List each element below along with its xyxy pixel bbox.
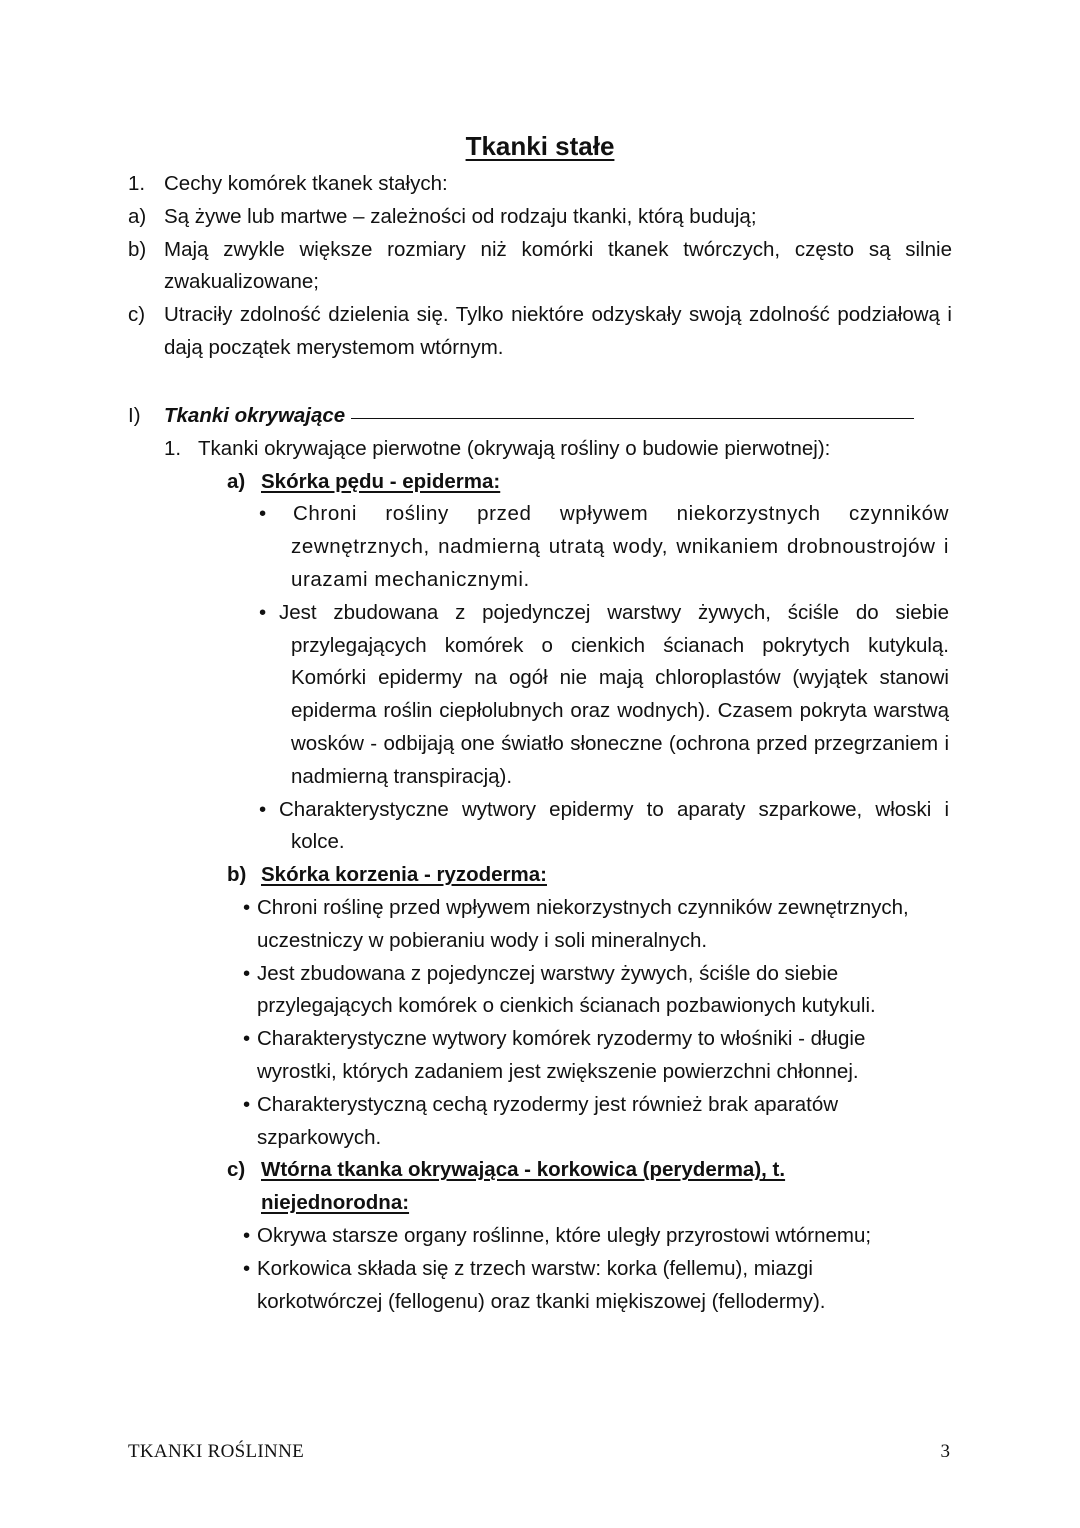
footer-title: TKANKI ROŚLINNE [128,1441,305,1462]
block-title: Skórka pędu - epiderma: [261,469,501,493]
list-item-text: Okrywa starsze organy roślinne, które uległy przyrostowi wtórnemu; [257,1223,872,1247]
bullet-icon: • [243,1027,251,1051]
list-item-text: Charakterystyczne wytwory epidermy to aparaty szparkowe, włoski i kolce. [279,797,949,854]
list-item-text: Utraciły zdolność dzielenia się. Tylko niektóre odzyskały swoją zdolność podziałową i dają początek merystemom wtórnym. [164,303,952,359]
block-heading [227,1154,861,1220]
list-item-text: Charakterystyczną cechą ryzodermy jest również brak aparatów szparkowych. [257,1092,839,1149]
list-item [243,1023,923,1089]
bullet-list [243,892,923,1154]
section-marker: I) [128,404,141,427]
list-marker: 1. [164,436,182,460]
list-marker: 1. [128,172,146,195]
list-item [243,958,923,1024]
block-heading [227,466,952,499]
list-item [243,1089,923,1155]
bullet-icon: • [243,895,251,919]
list-marker: a) [128,204,147,228]
list-item-text: Mają zwykle większe rozmiary niż komórki tkanek twórczych, często są silnie zwakualizowane; [164,237,952,294]
heading-rule [351,418,914,419]
block-heading [227,859,952,892]
list-item-text: Są żywe lub martwe – zależności od rodzaju tkanki, którą budują; [164,204,757,228]
block-title: Wtórna tkanka okrywająca - korkowica (peryderma), t. niejednorodna: [261,1158,786,1215]
list-item-text: Jest zbudowana z pojedynczej warstwy żywych, ściśle do siebie przylegających komórek o cienkich ścianach pokrytych kutykulą. Komórki epidermy na ogół nie mają chloroplastów (wyjątek stanowi epiderma roślin ciepłolubnych oraz wodnych). Czasem pokryta warstwą wosków - odbijają one światło słoneczne (ochrona przed przegrzaniem i nadmierną transpiracją). [279,600,949,788]
list-item: • Chroni rośliny przed wpływem niekorzystnych czynników zewnętrznych, nadmierną utratą wody, wnikaniem drobnoustrojów i urazami mechanicznymi. [259,502,949,591]
subsection-heading [164,433,952,466]
page-title: Tkanki stałe [465,131,615,161]
block-title: Skórka korzenia - ryzoderma: [261,863,547,887]
bullet-icon: • [243,1092,251,1116]
bullet-icon: • [243,1256,251,1280]
section-covering-tissues [128,400,952,1318]
list-item [243,892,923,958]
section-heading [128,400,952,433]
intro-item-c [128,299,952,365]
intro-heading [128,168,952,201]
bullet-icon: • [243,961,251,985]
list-item-text: Korkowica składa się z trzech warstw: korka (fellemu), miazgi korkotwórczej (fellogenu) oraz tkanki miękiszowej (fellodermy). [257,1256,826,1313]
page-number: 3 [940,1441,950,1462]
list-item-text: Charakterystyczne wytwory komórek ryzodermy to włośniki - długie wyrostki, których zadaniem jest zwiększenie powierzchni chłonnej. [257,1027,866,1083]
block-epidermis [227,466,952,1319]
list-marker: a) [227,469,246,493]
list-item-text: Chroni rośliny przed wpływem niekorzystnych czynników zewnętrznych, nadmierną utratą wody, wnikaniem drobnoustrojów i urazami mechanicznymi. [291,502,949,591]
intro-item-a [128,201,952,234]
list-marker: b) [128,237,147,261]
bullet-icon: • [243,1223,251,1247]
list-item [243,1220,923,1253]
list-item-text: Jest zbudowana z pojedynczej warstwy żywych, ściśle do siebie przylegających komórek o cienkich ścianach pozbawionych kutykuli. [257,961,876,1018]
bullet-list [243,1220,923,1318]
bullet-list [259,498,949,859]
list-item-text: Chroni roślinę przed wpływem niekorzystnych czynników zewnętrznych, uczestniczy w pobieraniu wody i soli mineralnych. [257,895,909,952]
intro-heading-text: Cechy komórek tkanek stałych: [164,172,448,195]
section-title: Tkanki okrywające [164,404,346,427]
list-marker: c) [128,303,146,327]
list-item [243,1253,923,1319]
list-item: • Jest zbudowana z pojedynczej warstwy żywych, ściśle do siebie przylegających komórek o cienkich ścianach pokrytych kutykulą. Komórki epidermy na ogół nie mają chloroplastów (wyjątek stanowi epiderma roślin ciepłolubnych oraz wodnych). Czasem pokryta warstwą wosków - odbijają one światło słoneczne (ochrona przed przegrzaniem i nadmierną transpiracją). [259,600,949,788]
list-marker: b) [227,863,247,887]
list-item: • Charakterystyczne wytwory epidermy to aparaty szparkowe, włoski i kolce. [259,797,949,854]
intro-list [128,168,952,365]
list-marker: c) [227,1158,246,1182]
intro-item-b [128,234,952,300]
subsection-title: Tkanki okrywające pierwotne (okrywają rośliny o budowie pierwotnej): [198,436,831,460]
